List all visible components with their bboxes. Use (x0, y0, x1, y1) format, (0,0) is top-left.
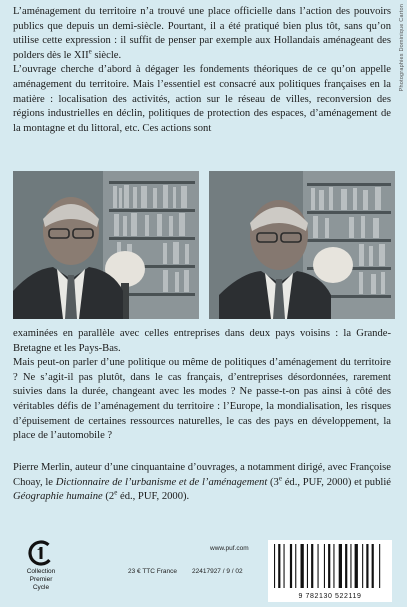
author-photo-left-image (13, 171, 199, 319)
edition-superscript-1: e (278, 474, 282, 483)
author-text-1: Pierre Merlin, auteur d’une cinquantaine d’ouvrages, a notamment dirigé, avec Françoise Choay, le (13, 462, 391, 488)
continued-paragraph: examinées en parallèle avec celles entreprises dans deux pays voisins : la Grande-Bretagne et les Pays-Bas. (13, 328, 391, 354)
edition-superscript-2: e (114, 488, 118, 497)
barcode-digits: 9 782130 522119 (298, 593, 362, 600)
collection-c1-icon (28, 540, 54, 566)
photo-credit: Photographies Dominique Carton (399, 4, 405, 92)
collection-logo (13, 540, 69, 592)
author-photo-right-image (209, 171, 395, 319)
body-text (13, 327, 391, 444)
intro-paragraph-1-end: siècle. (91, 49, 122, 61)
price-label: 23 € TTC France (128, 568, 178, 575)
book-title-dictionnaire: Dictionnaire de l’urbanisme et de l’aménagement (55, 476, 268, 488)
intro-text (13, 5, 391, 136)
author-paragraph (13, 461, 391, 505)
intro-paragraph-1-text: L’aménagement du territoire n’a trouvé une place officielle dans l’action des pouvoirs publics que depuis un demi-siècle. Pourtant, il a été pratiqué bien plus tôt, sans qu’on utilise cette expression : il suffit de penser par exemple aux Hollandais aménageant des polders dès le XII (13, 6, 391, 61)
intro-paragraph-2: L’ouvrage cherche d’abord à dégager les fondements théoriques de ce qu’on appelle aménagement du territoire. Mais l’essentiel est consacré aux politiques françaises en la matière : localisation des activités, action sur le réseau de villes, reconversion des régions industrielles en déclin, politiques de protection des espaces, d’aménagement de la montagne et du littoral, etc. Ces actions sont (13, 64, 391, 134)
question-paragraph: Mais peut-on parler d’une politique ou même de politiques d’aménagement du territoire ? Ne s’agit-il pas plutôt, dans le cas français, d’entreprises désordonnées, rarement suivies dans la durée, changeant avec les modes ? Ne passe-t-on pas ainsi à côté des véritables défis de l’aménagement du territoire : l’Europe, la mondialisation, les risques d’épuisement de certaines ressources naturelles, le cas des pays en développement, la place de l’automobile ? (13, 357, 391, 442)
author-photo-left (13, 171, 199, 319)
author-text-3: éd., PUF, 2000) et publié (281, 476, 391, 488)
isbn-barcode (268, 540, 392, 602)
reference-number: 22417927 / 9 / 02 (192, 568, 243, 575)
century-superscript: e (88, 47, 92, 56)
author-text-4: (2 (102, 491, 115, 503)
publisher-website: www.puf.com (210, 545, 249, 552)
author-bio (13, 461, 391, 505)
collection-line-3: Cycle (32, 584, 50, 591)
author-text-5: éd., PUF, 2000). (117, 491, 190, 503)
author-text-2: (3 (267, 476, 279, 488)
book-title-geographie: Géographie humaine (13, 491, 103, 503)
barcode-bars (268, 540, 392, 590)
collection-line-2: Premier (29, 576, 53, 583)
collection-line-1: Collection (26, 568, 56, 575)
intro-paragraph-1 (13, 5, 391, 63)
author-photo-right (209, 171, 395, 319)
